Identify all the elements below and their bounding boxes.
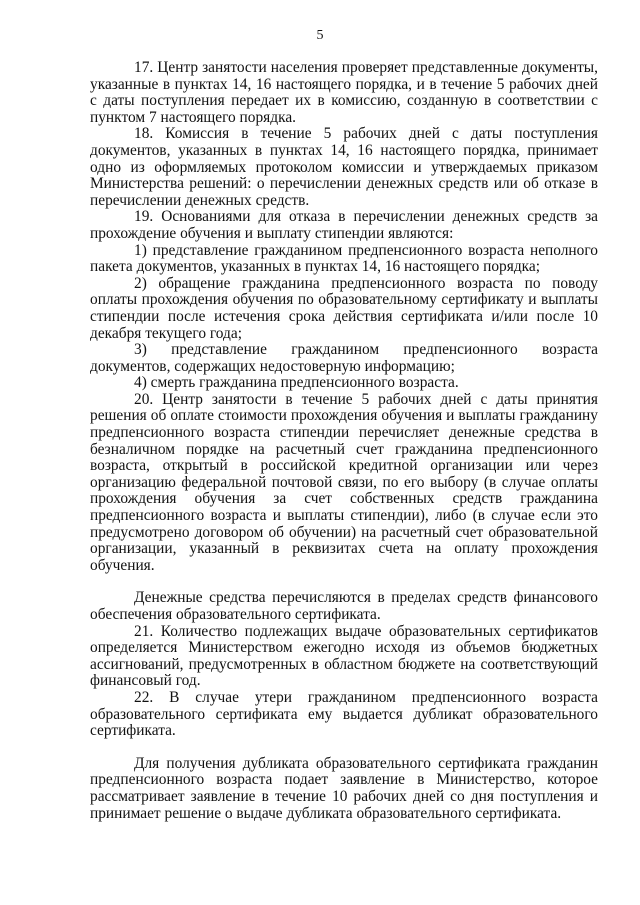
paragraph-19: 19. Основаниями для отказа в перечислении денежных средств за прохождение обучения и выплату стипендии являются: xyxy=(90,208,598,242)
list-item-3: 3) представление гражданином предпенсионного возраста документов, содержащих недостоверную информацию; xyxy=(90,341,598,375)
list-item-2: 2) обращение гражданина предпенсионного возраста по поводу оплаты прохождения обучения по образовательному сертификату и выплаты стипендии после истечения срока действия сертификата и/или после 10 декабря текущего года; xyxy=(90,274,598,342)
paragraph-18: 18. Комиссия в течение 5 рабочих дней с даты поступления документов, указанных в пунктах 14, 16 настоящего порядка, принимает одно из оформляемых протоколом комиссии и утверждаемых приказом Министерства решений: о перечислении денежных средств или об отказе в перечислении денежных средств. xyxy=(90,125,598,209)
paragraph-21: 21. Количество подлежащих выдаче образовательных сертификатов определяется Министерством ежегодно исходя из объемов бюджетных ассигнований, предусмотренных в областном бюджете на соответствующий финансовый год. xyxy=(90,622,598,690)
document-body xyxy=(90,60,598,822)
paragraph-22: 22. В случае утери гражданином предпенсионного возраста образовательного сертификата ему выдается дубликат образовательного сертификата. xyxy=(90,688,598,740)
paragraph-funds: Денежные средства перечисляются в пределах средств финансового обеспечения образовательного сертификата. xyxy=(90,589,598,623)
paragraph-duplicate: Для получения дубликата образовательного сертификата гражданин предпенсионного возраста подает заявление в Министерство, которое рассматривает заявление в течение 10 рабочих дней со дня поступления и принимает решение о выдаче дубликата образовательного сертификата. xyxy=(90,754,598,822)
paragraph-20: 20. Центр занятости в течение 5 рабочих дней с даты принятия решения об оплате стоимости прохождения обучения и выплаты гражданину предпенсионного возраста стипендии перечисляет денежные средства в безналичном порядке на расчетный счет гражданина предпенсионного возраста, открытый в российской кредитной организации или через организацию федеральной почтовой связи, по его выбору (в случае оплаты прохождения обучения за счет собственных средств гражданина предпенсионного возраста и выплаты стипендии), либо (в случае если это предусмотрено договором об обучении) на расчетный счет образовательной организации, указанный в реквизитах счета на оплату прохождения обучения. xyxy=(90,390,598,574)
page-number: 5 xyxy=(316,28,324,43)
list-item-1: 1) представление гражданином предпенсионного возраста неполного пакета документов, указанных в пунктах 14, 16 настоящего порядка; xyxy=(90,241,598,276)
paragraph-17: 17. Центр занятости населения проверяет представленные документы, указанные в пунктах 14, 16 настоящего порядка, и в течение 5 рабочих дней с даты поступления передает их в комиссию, созданную в соответствии с пунктом 7 настоящего порядка. xyxy=(90,59,598,126)
list-item-4: 4) смерть гражданина предпенсионного возраста. xyxy=(134,374,459,392)
